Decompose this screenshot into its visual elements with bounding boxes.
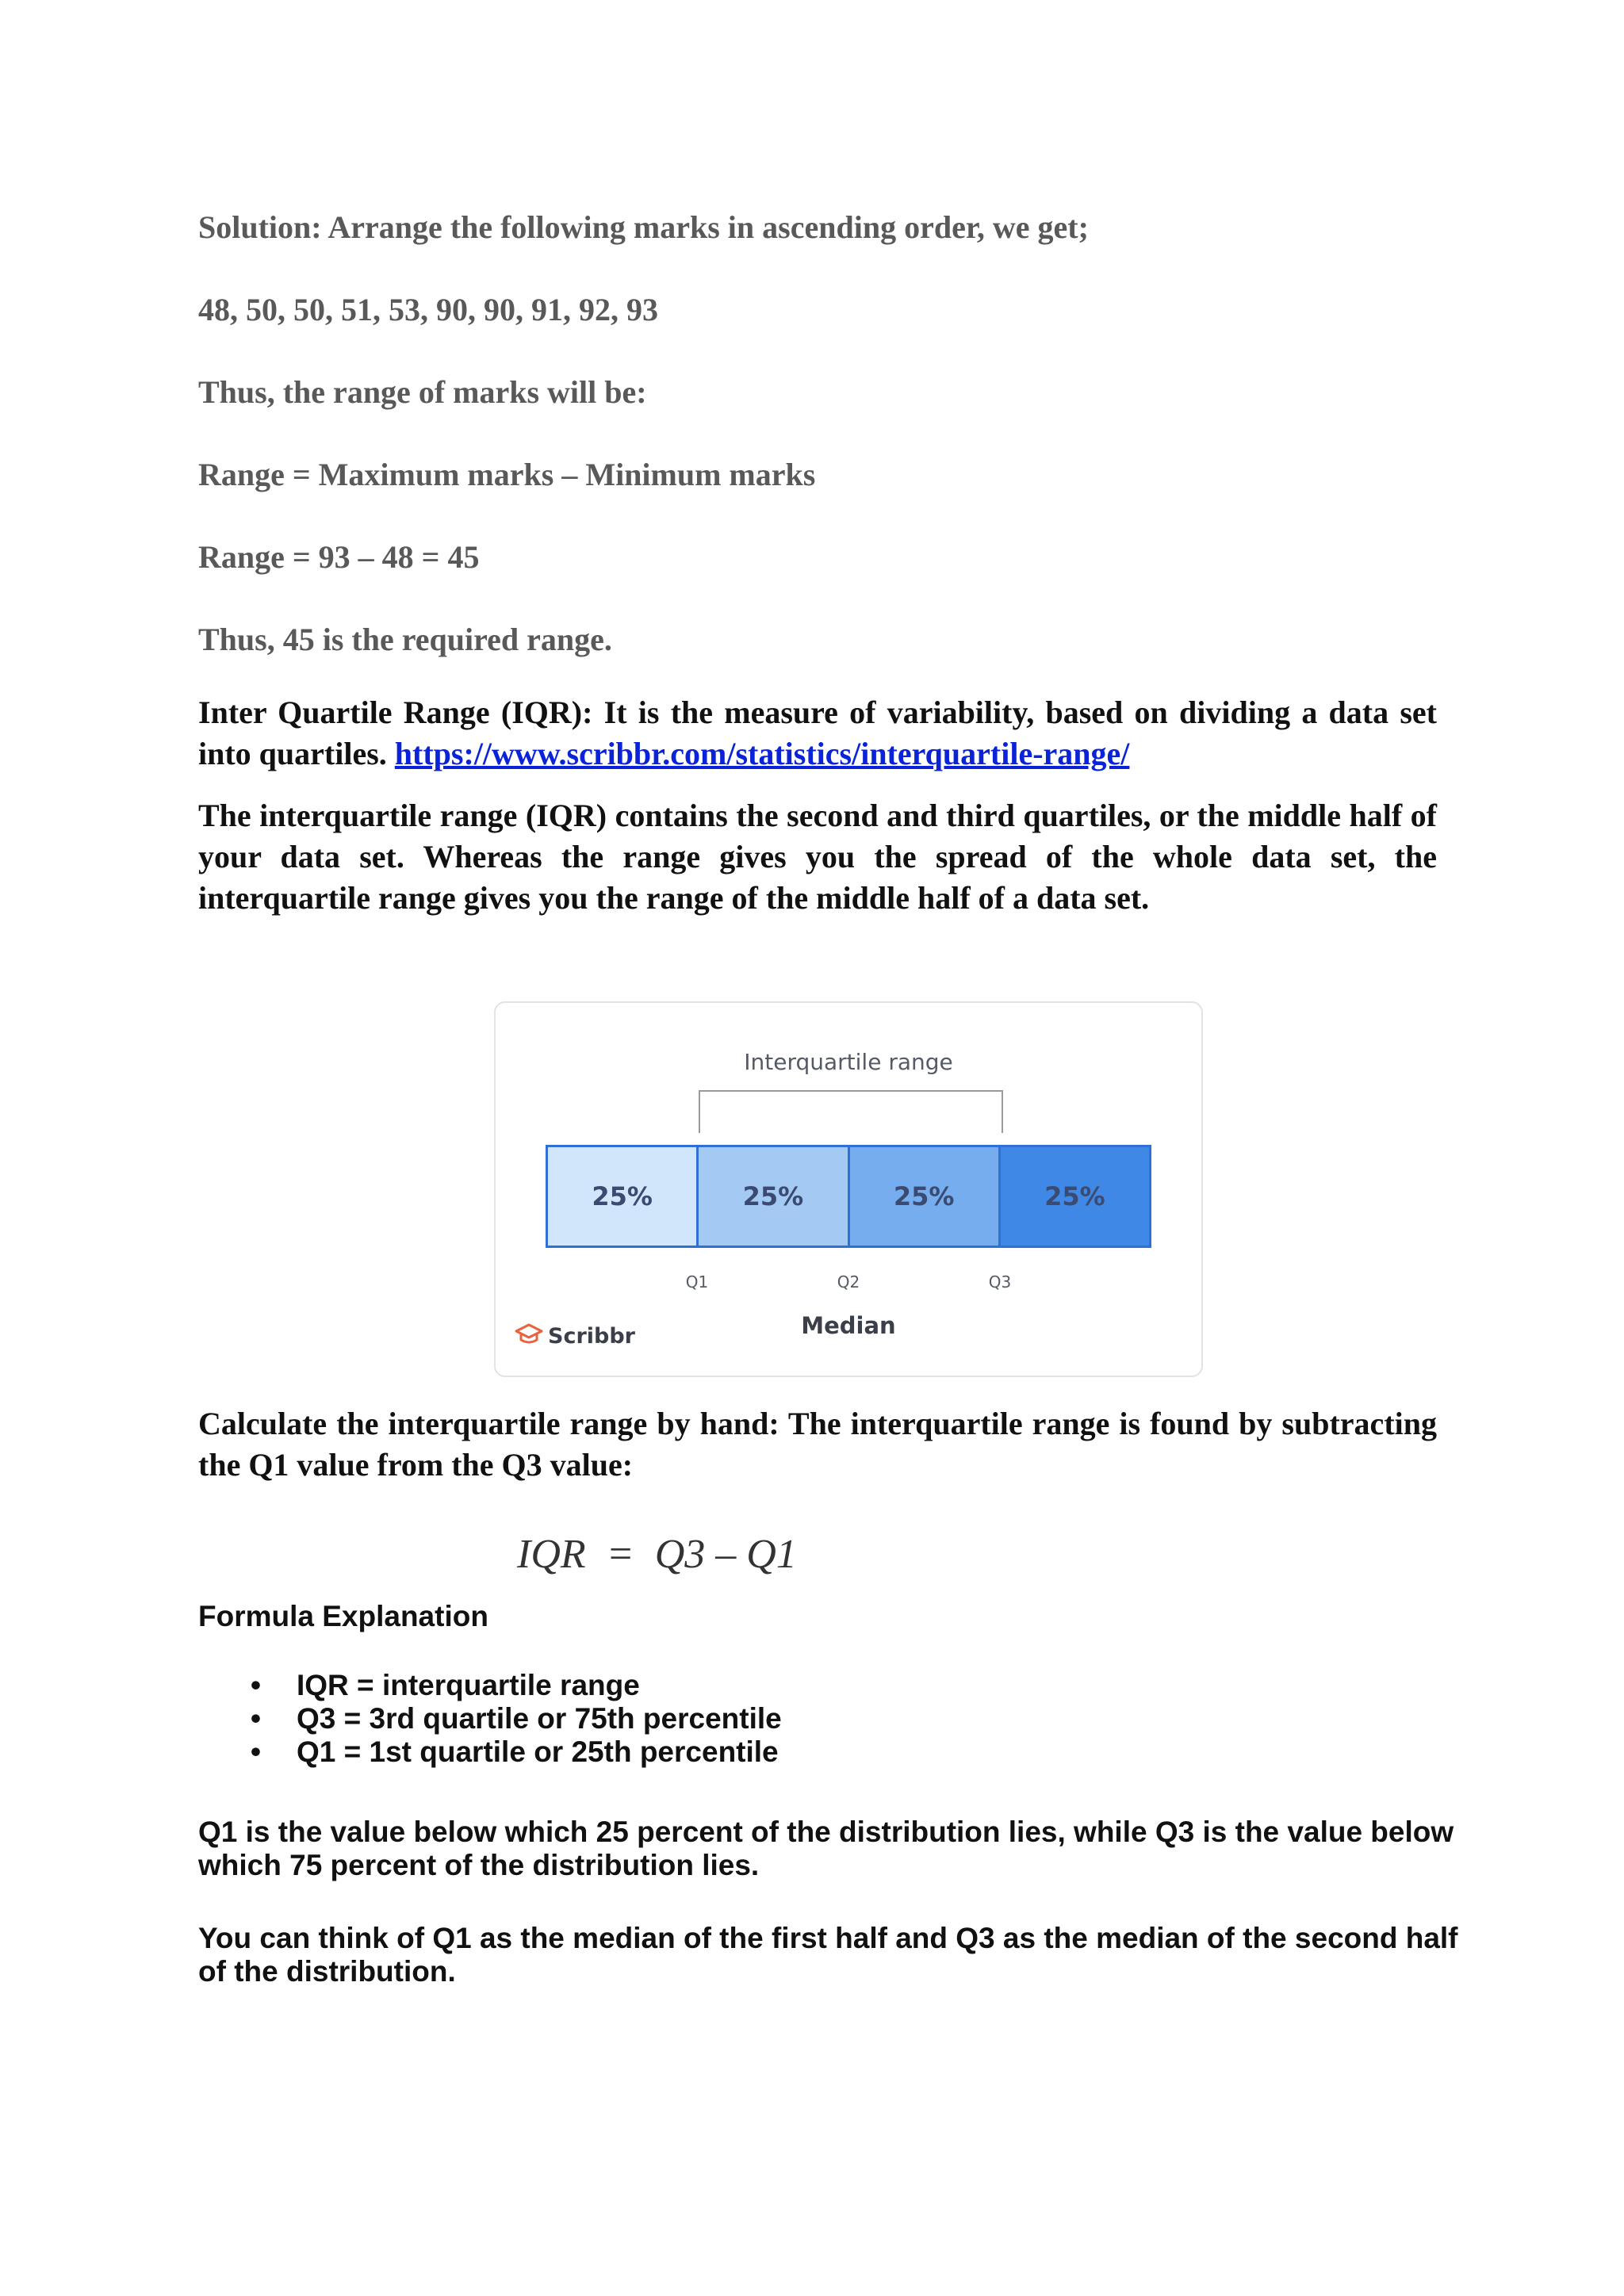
iqr-formula: IQR = Q3 – Q1 <box>517 1532 797 1577</box>
quartile-segment-3: 25% <box>850 1147 1001 1246</box>
quartile-segment-1: 25% <box>548 1147 699 1246</box>
iqr-diagram <box>494 1001 1203 1377</box>
calculate-instructions: Calculate the interquartile range by hand: The interquartile range is found by subtracting the Q1 value from the Q3 value: <box>198 1406 1437 1483</box>
list-item <box>198 1702 782 1735</box>
q3-label: Q3 <box>988 1272 1012 1292</box>
range-intro: Thus, the range of marks will be: <box>198 374 647 410</box>
solution-heading: Solution: Arrange the following marks in ascending order, we get; <box>198 209 1089 245</box>
bullet-text-iqr: IQR = interquartile range <box>297 1669 640 1701</box>
q2-label: Q2 <box>837 1272 860 1292</box>
range-result: Thus, 45 is the required range. <box>198 622 612 657</box>
iqr-bracket <box>699 1090 1003 1133</box>
range-calculation: Range = 93 – 48 = 45 <box>198 539 480 575</box>
quartile-segment-2: 25% <box>699 1147 849 1246</box>
median-label: Median <box>801 1312 896 1339</box>
bullet-icon: • <box>251 1702 261 1735</box>
quartile-bar <box>546 1145 1151 1248</box>
list-item <box>198 1669 782 1702</box>
scribbr-link[interactable]: https://www.scribbr.com/statistics/interquartile-range/ <box>394 736 1130 771</box>
range-formula: Range = Maximum marks – Minimum marks <box>198 457 816 492</box>
list-item <box>198 1735 782 1769</box>
bullet-icon: • <box>251 1669 261 1701</box>
iqr-definition <box>198 692 1437 775</box>
q1-q3-explanation: Q1 is the value below which 25 percent of the distribution lies, while Q3 is the value below which 75 percent of the distribution lies. <box>198 1816 1454 1881</box>
formula-bullet-list <box>198 1669 782 1769</box>
graduation-cap-icon <box>515 1322 543 1350</box>
scribbr-logo <box>515 1322 635 1350</box>
bullet-text-q1: Q1 = 1st quartile or 25th percentile <box>297 1735 779 1768</box>
bullet-text-q3: Q3 = 3rd quartile or 75th percentile <box>297 1702 782 1735</box>
diagram-title: Interquartile range <box>744 1049 953 1075</box>
median-explanation: You can think of Q1 as the median of the first half and Q3 as the median of the second half of the distribution. <box>198 1922 1458 1988</box>
iqr-description: The interquartile range (IQR) contains the second and third quartiles, or the middle half of your data set. Whereas the range gives you the spread of the whole data set, the interquartile range gives you the range of the middle half of a data set. <box>198 798 1437 916</box>
sorted-marks: 48, 50, 50, 51, 53, 90, 90, 91, 92, 93 <box>198 292 658 327</box>
quartile-segment-4: 25% <box>1001 1147 1149 1246</box>
formula-explanation-heading: Formula Explanation <box>198 1600 488 1632</box>
q1-label: Q1 <box>685 1272 709 1292</box>
iqr-definition-text: Inter Quartile Range (IQR): It is the measure of variability, based on dividing a data set into quartiles. <box>198 695 1437 771</box>
bullet-icon: • <box>251 1735 261 1768</box>
scribbr-logo-text: Scribbr <box>548 1324 635 1349</box>
